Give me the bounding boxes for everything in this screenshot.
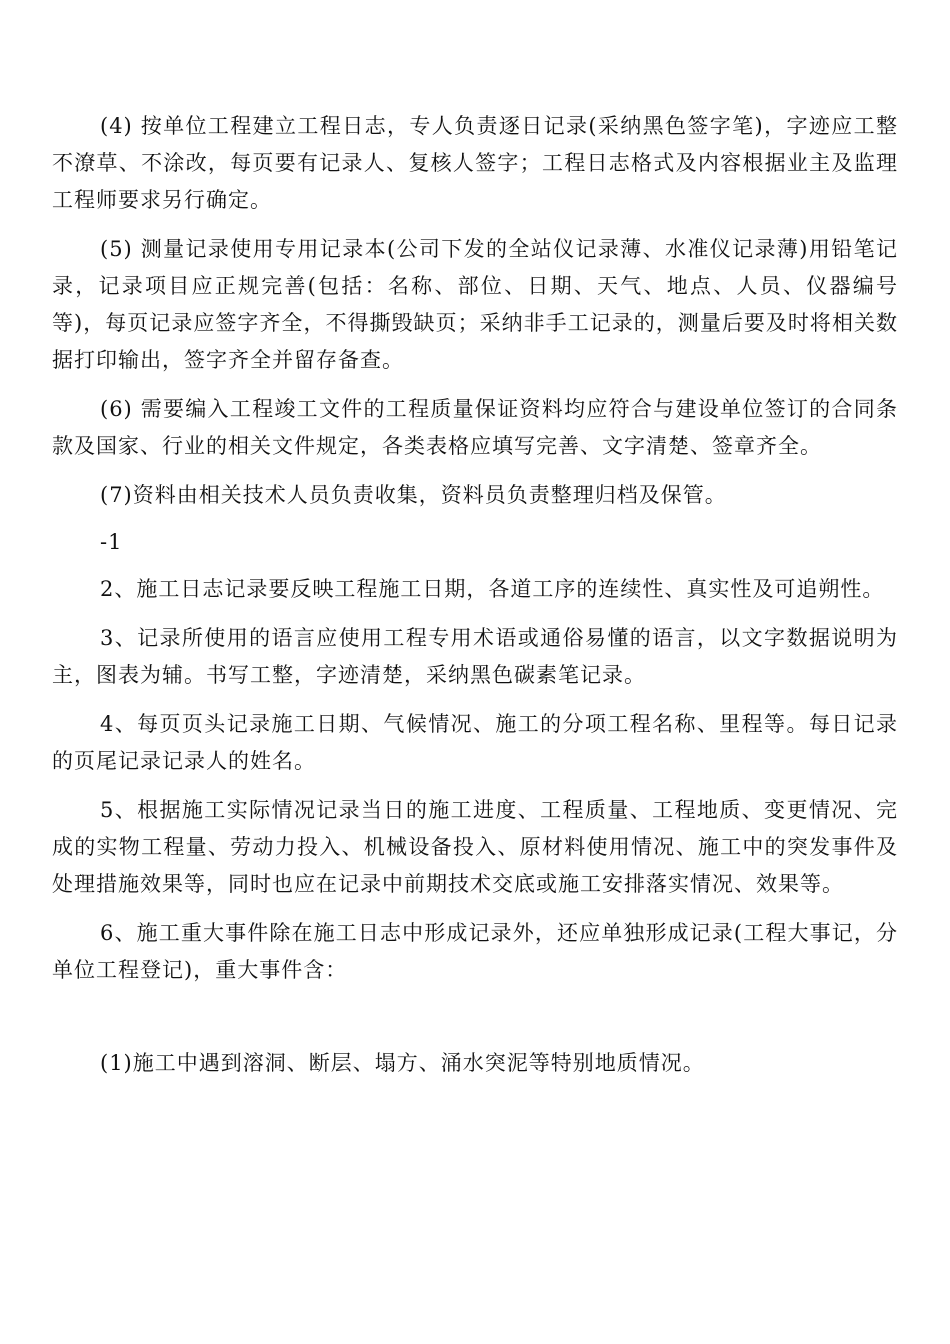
- paragraph-3: 3、记录所使用的语言应使用工程专用术语或通俗易懂的语言，以文字数据说明为主，图表为辅。书写工整，字迹清楚，采纳黑色碳素笔记录。: [52, 626, 898, 687]
- paragraph-5: 5、根据施工实际情况记录当日的施工进度、工程质量、工程地质、变更情况、完成的实物工程量、劳动力投入、机械设备投入、原材料使用情况、施工中的突发事件及处理措施效果等，同时也应在记录中前期技术交底或施工安排落实情况、效果等。: [52, 798, 898, 896]
- paragraph-item-7: (7)资料由相关技术人员负责收集，资料员负责整理归档及保管。: [100, 483, 727, 507]
- major-event-item-1: (1)施工中遇到溶洞、断层、塌方、涌水突泥等特别地质情况。: [100, 1051, 705, 1075]
- paragraph-2: 2、施工日志记录要反映工程施工日期，各道工序的连续性、真实性及可追朔性。: [100, 577, 885, 601]
- paragraph-item-4: (4) 按单位工程建立工程日志，专人负责逐日记录(采纳黑色签字笔)，字迹应工整不潦草、不涂改，每页要有记录人、复核人签字；工程日志格式及内容根据业主及监理工程师要求另行确定。: [52, 114, 898, 212]
- paragraph-item-5: (5) 测量记录使用专用记录本(公司下发的全站仪记录薄、水准仪记录薄)用铅笔记录，记录项目应正规完善(包括：名称、部位、日期、天气、地点、人员、仪器编号等)，每页记录应签字齐全，不得撕毁缺页；采纳非手工记录的，测量后要及时将相关数据打印输出，签字齐全并留存备查。: [52, 237, 898, 372]
- paragraph-item-6: (6) 需要编入工程竣工文件的工程质量保证资料均应符合与建设单位签订的合同条款及国家、行业的相关文件规定，各类表格应填写完善、文字清楚、签章齐全。: [52, 397, 898, 458]
- paragraph-4: 4、每页页头记录施工日期、气候情况、施工的分项工程名称、里程等。每日记录的页尾记录记录人的姓名。: [52, 712, 898, 773]
- paragraph-6: 6、施工重大事件除在施工日志中形成记录外，还应单独形成记录(工程大事记，分单位工程登记)，重大事件含：: [52, 921, 898, 982]
- page-marker: -1: [100, 530, 123, 554]
